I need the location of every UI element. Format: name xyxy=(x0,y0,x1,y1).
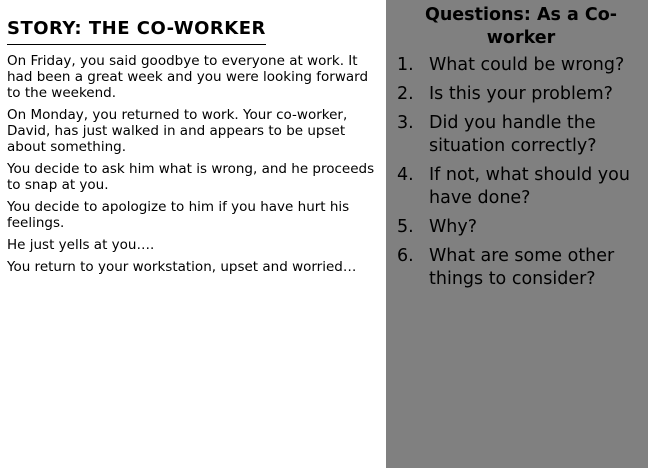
question-item xyxy=(386,83,648,106)
questions-panel xyxy=(386,0,648,468)
question-number: 5. xyxy=(397,217,414,237)
question-number: 6. xyxy=(397,246,414,266)
questions-list xyxy=(386,54,648,297)
story-paragraph: You decide to apologize to him if you have hurt his feelings. xyxy=(7,199,350,231)
story-paragraphs xyxy=(7,53,383,281)
question-item xyxy=(386,54,648,77)
question-item xyxy=(386,216,648,239)
question-text: What could be wrong? xyxy=(429,55,625,75)
story-paragraph: You decide to ask him what is wrong, and he proceeds to snap at you. xyxy=(7,161,375,193)
question-text: What are some other things to consider? xyxy=(429,246,615,289)
question-text: If not, what should you have done? xyxy=(429,165,630,208)
questions-title: Questions: As a Co-worker xyxy=(424,5,618,48)
question-number: 4. xyxy=(397,165,414,185)
question-text: Why? xyxy=(429,217,478,237)
question-item xyxy=(386,164,648,210)
question-number: 1. xyxy=(397,55,414,75)
story-paragraph: You return to your workstation, upset and worried… xyxy=(7,259,357,275)
story-title xyxy=(7,18,266,39)
question-text: Is this your problem? xyxy=(429,84,613,104)
question-text: Did you handle the situation correctly? xyxy=(429,113,597,156)
question-number: 2. xyxy=(397,84,414,104)
question-item xyxy=(386,112,648,158)
story-paragraph: He just yells at you…. xyxy=(7,237,155,253)
title-underline xyxy=(7,44,266,45)
story-title-text: STORY: THE CO-WORKER xyxy=(7,18,266,39)
question-item xyxy=(386,245,648,291)
story-paragraph: On Monday, you returned to work. Your co-worker, David, has just walked in and appears to be upset about something. xyxy=(7,107,348,155)
question-number: 3. xyxy=(397,113,414,133)
story-paragraph: On Friday, you said goodbye to everyone at work. It had been a great week and you were looking forward to the weekend. xyxy=(7,53,369,101)
